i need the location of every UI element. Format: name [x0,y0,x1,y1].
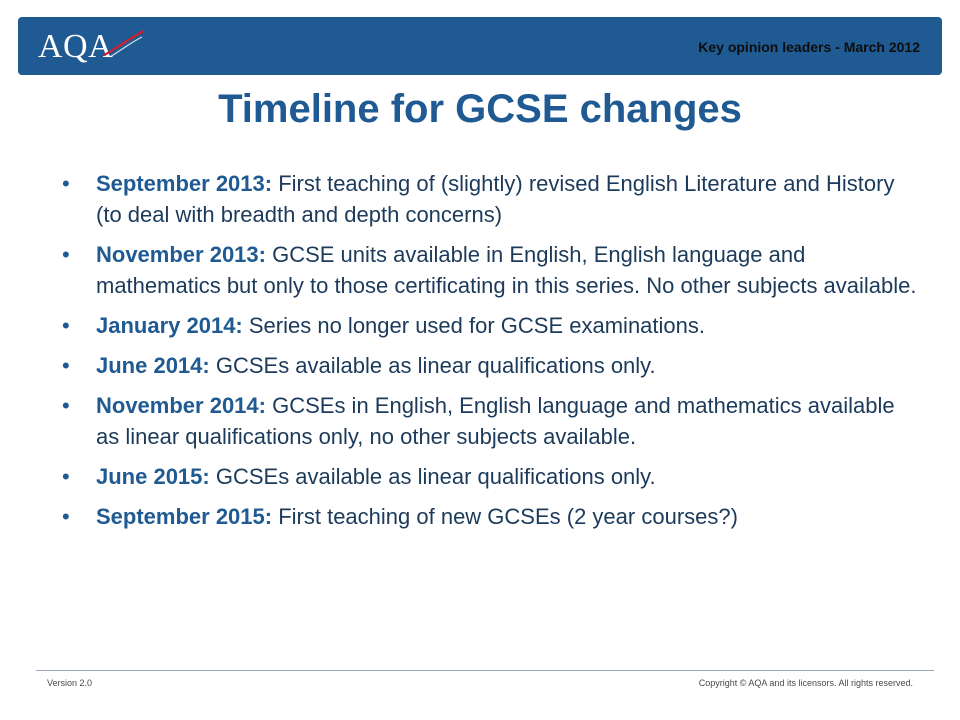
aqa-logo [38,27,148,67]
item-text: First teaching of new GCSEs (2 year courses?) [272,504,738,529]
bullet-icon: • [62,464,70,489]
header-bar [18,17,942,75]
list-item [60,350,920,381]
item-date: June 2015: [96,464,210,489]
list-item [60,390,920,452]
list-item [60,239,920,301]
header-caption: Key opinion leaders - March 2012 [698,39,920,55]
item-text: GCSE units available in English, English language and mathematics but only to those certificating in this series. No other subjects available. [96,242,917,298]
item-text: GCSEs available as linear qualifications only. [209,464,656,489]
list-item [60,168,920,230]
item-date: November 2013: [96,242,266,267]
item-date: June 2014: [96,353,210,378]
logo-text: AQA [38,28,114,65]
list-item [60,461,920,492]
item-text: GCSEs in English, English language and mathematics available as linear qualifications only, no other subjects available. [96,393,895,449]
list-item [60,501,920,532]
list-item [60,310,920,341]
item-date: September 2015: [96,504,273,529]
page-title: Timeline for GCSE changes [218,87,742,131]
footer-copyright: Copyright © AQA and its licensors. All rights reserved. [698,678,913,688]
logo-swoosh-icon [100,29,146,59]
bullet-icon: • [62,393,70,418]
footer-divider [36,670,934,671]
item-text: GCSEs available as linear qualifications only. [209,353,656,378]
item-text: First teaching of (slightly) revised English Literature and History (to deal with breadth and depth concerns) [96,171,895,227]
timeline-list [60,168,920,541]
item-text: Series no longer used for GCSE examinations. [242,313,706,338]
bullet-icon: • [62,242,70,267]
item-date: January 2014: [96,313,243,338]
item-date: November 2014: [96,393,266,418]
item-date: September 2013: [96,171,273,196]
footer-version: Version 2.0 [47,678,93,688]
bullet-icon: • [62,504,70,529]
bullet-icon: • [62,171,70,196]
bullet-icon: • [62,313,70,338]
bullet-icon: • [62,353,70,378]
